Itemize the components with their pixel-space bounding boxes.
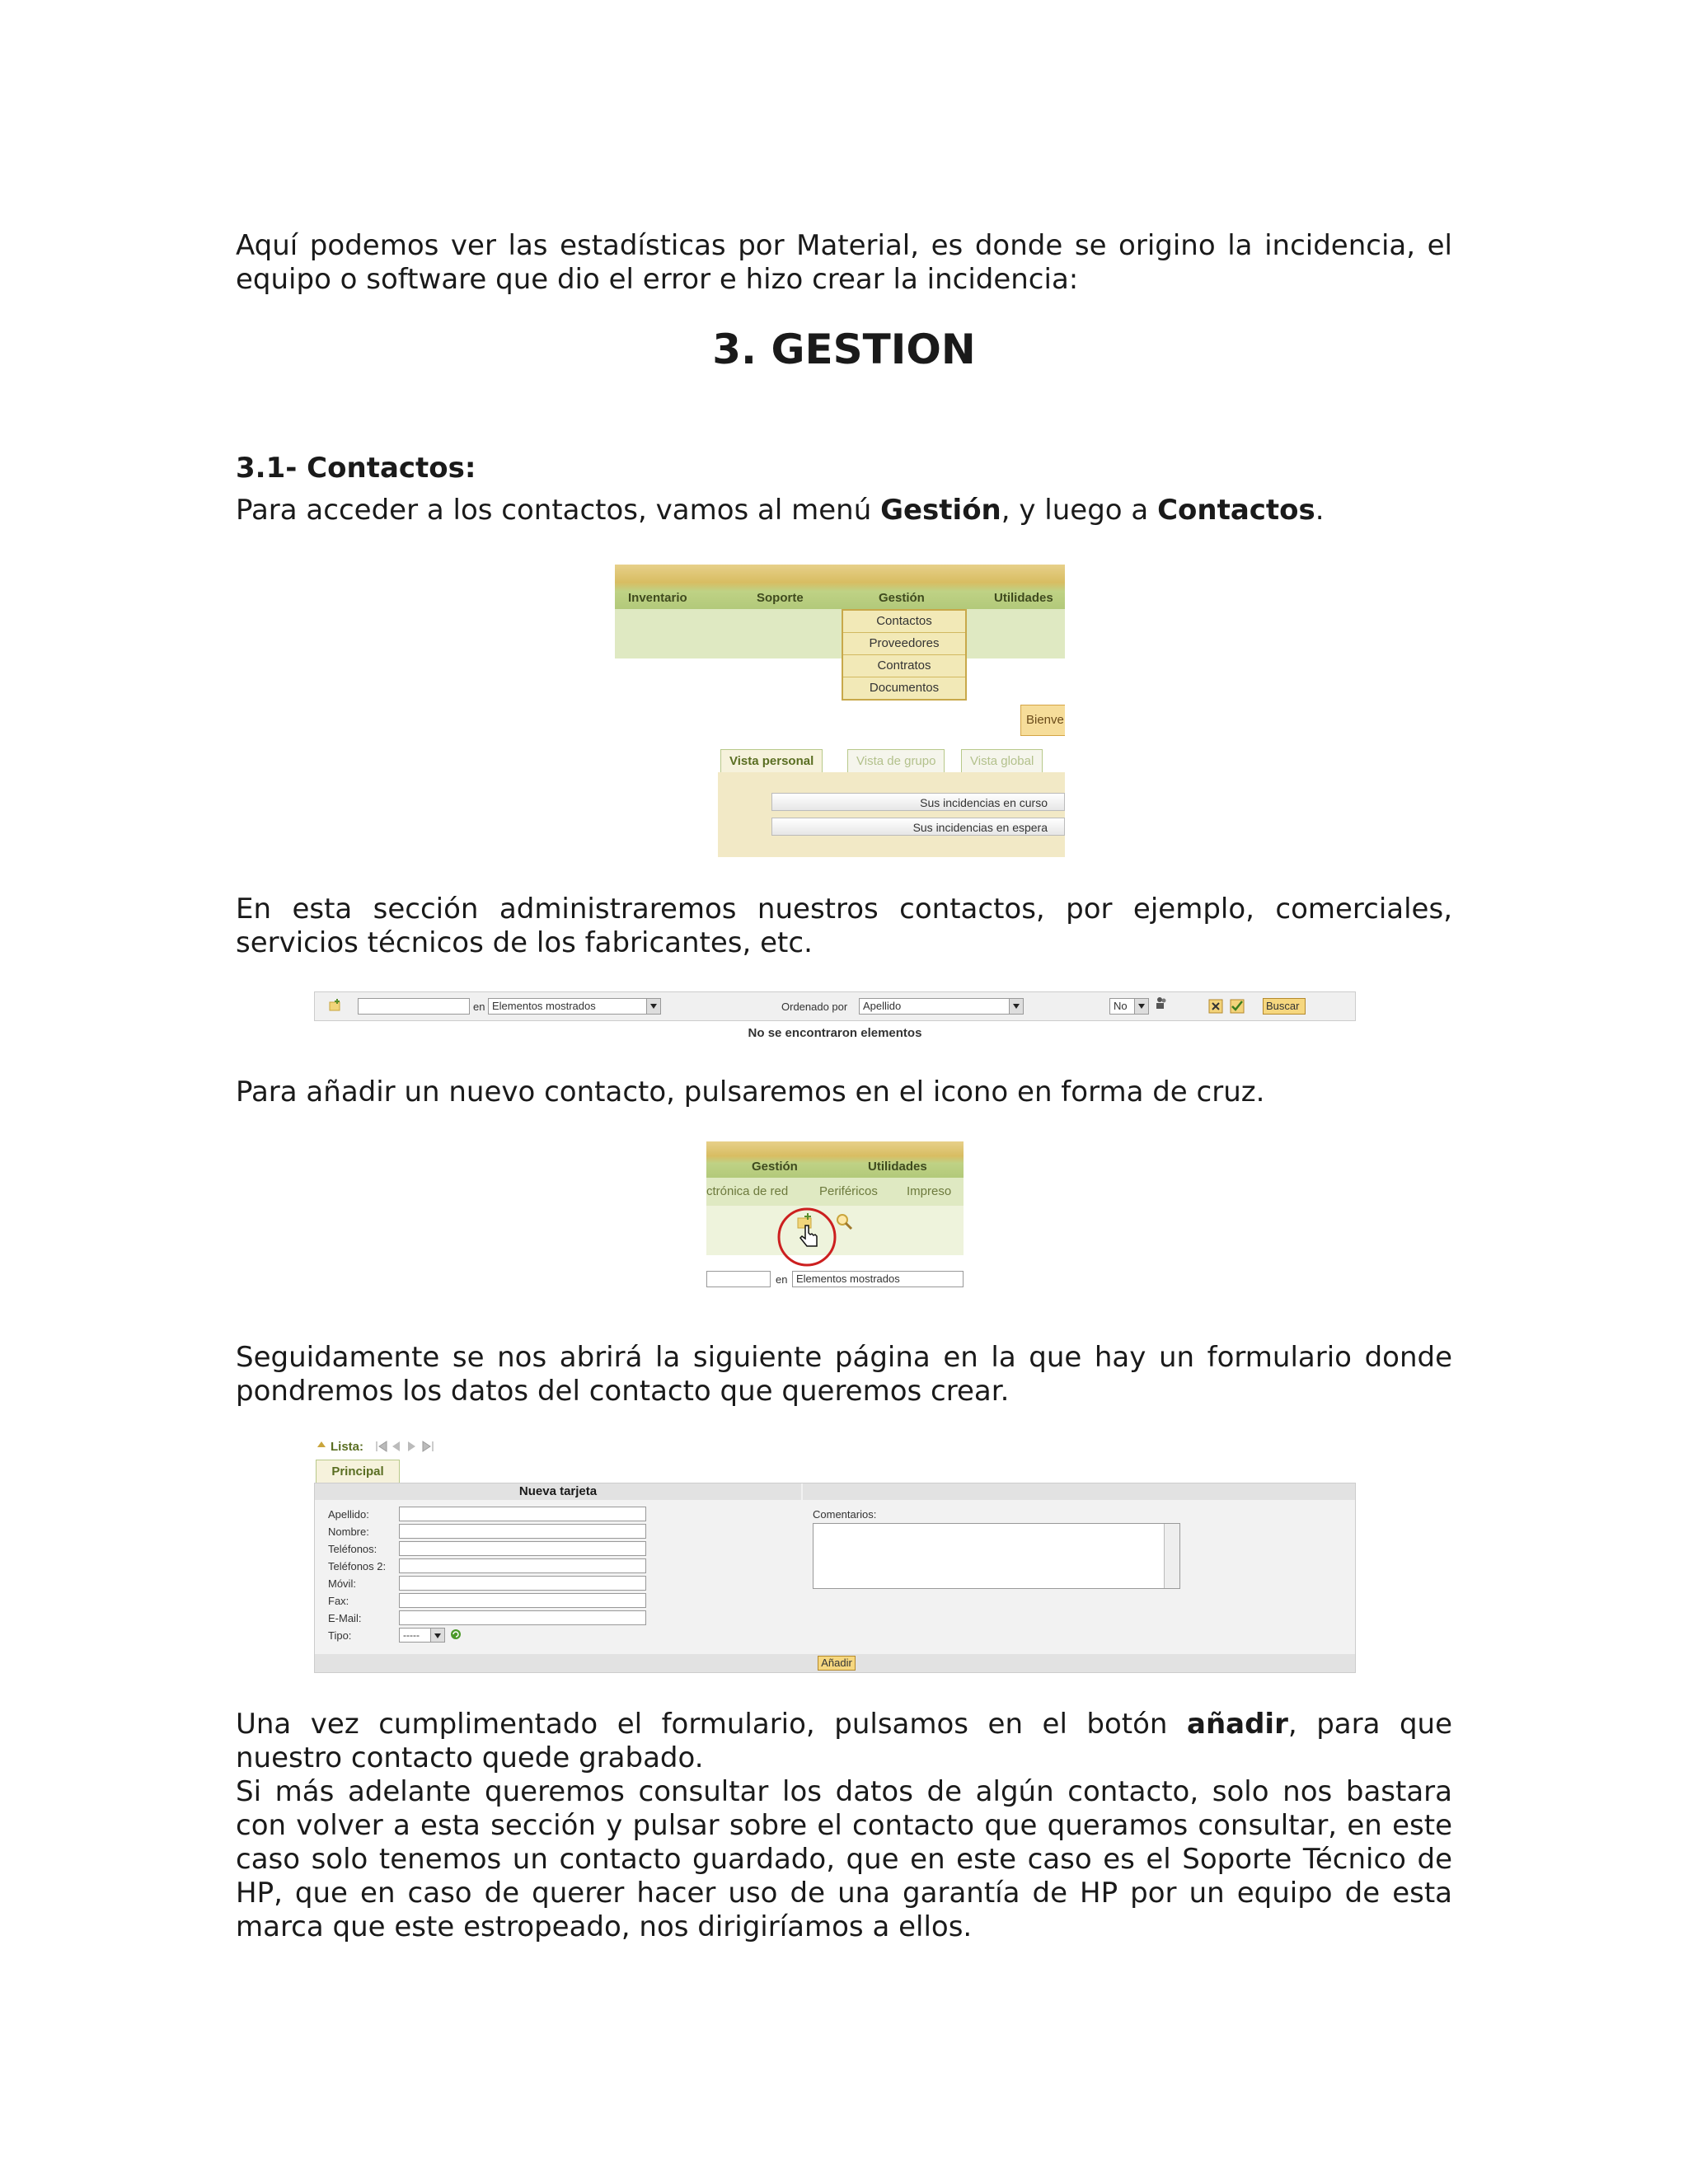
nombre-label: Nombre: [328,1526,369,1538]
tab-panel [718,772,1065,857]
menu-item-gestion[interactable]: Gestión [879,591,925,605]
submenu-item-red[interactable]: ctrónica de red [706,1184,789,1198]
order-select[interactable] [859,998,1024,1015]
form-footer [315,1654,1355,1672]
search-input[interactable] [358,998,470,1015]
fax-label: Fax: [328,1595,349,1607]
bold-gestion: Gestión [880,494,1001,527]
refresh-icon[interactable] [450,1629,462,1640]
tab-principal[interactable]: Principal [316,1460,400,1483]
menu-bar [706,1141,964,1178]
fax-field[interactable] [399,1593,646,1608]
tipo-select[interactable] [399,1628,445,1643]
nombre-field[interactable] [399,1524,646,1539]
dropdown-item-proveedores[interactable]: Proveedores [843,633,965,655]
menu-item-gestion[interactable]: Gestión [752,1160,798,1174]
telefonos-label: Teléfonos: [328,1543,377,1555]
gestion-dropdown [842,609,967,701]
dropdown-item-contratos[interactable]: Contratos [843,655,965,677]
tab-vista-personal[interactable]: Vista personal [720,749,823,773]
text-span: Una vez cumplimentado el formulario, pulsamos en el botón [236,1708,1187,1741]
direction-select[interactable] [1109,998,1149,1015]
apellido-field[interactable] [399,1507,646,1521]
en-label: en [473,1001,485,1013]
menu-bar [615,565,1065,609]
consult-paragraph: Si más adelante queremos consultar los datos de algún contacto, solo nos bastara con volver a esta sección y pulsar sobre el contacto que queramos consultar, en este caso solo tenemos un contacto guardado, que en este caso es el Soporte Técnico de HP, que en caso de querer hacer uso de una garantía de HP por un equipo de esta marca que este estropeado, nos dirigiríamos a ellos. [236,1775,1452,1943]
form-box [314,1483,1356,1673]
submenu-strip [615,609,1065,658]
chevron-down-icon [1134,999,1148,1014]
dropdown-item-contactos[interactable]: Contactos [843,611,965,633]
menu-item-soporte[interactable]: Soporte [757,591,804,605]
search-screenshot [314,991,1356,1049]
add-icon[interactable] [328,998,343,1013]
chevron-down-icon [646,999,660,1014]
email-label: E-Mail: [328,1612,362,1624]
search-toolbar [314,991,1356,1021]
add-button[interactable]: Añadir [818,1656,856,1671]
submenu-item-perifericos[interactable]: Periféricos [819,1184,878,1198]
add-icon-screenshot [706,1141,964,1298]
chevron-down-icon [1009,999,1023,1014]
comentarios-label: Comentarios: [813,1508,877,1521]
en-label: en [776,1273,788,1286]
bold-contactos: Contactos [1157,494,1315,527]
submenu-bar [706,1178,964,1206]
direction-select-value: No [1114,1000,1128,1012]
text-span: Para acceder a los contactos, vamos al menú [236,494,881,527]
apellido-label: Apellido: [328,1508,369,1521]
email-field[interactable] [399,1610,646,1625]
menu-item-inventario[interactable]: Inventario [628,591,687,605]
telefonos2-label: Teléfonos 2: [328,1560,387,1572]
pagination-icons[interactable] [375,1440,449,1453]
people-icon[interactable] [1154,996,1169,1010]
tab-vista-grupo[interactable]: Vista de grupo [847,749,945,773]
text-span: , para que nuestro contacto quede grabado. [236,1708,1452,1774]
check-icon[interactable] [1230,999,1245,1014]
scrollbar[interactable] [1164,1524,1179,1588]
order-select-value: Apellido [863,1000,902,1012]
menu-item-utilidades[interactable]: Utilidades [868,1160,927,1174]
movil-field[interactable] [399,1576,646,1591]
form-header-right [803,1483,1355,1500]
form-intro-paragraph: Seguidamente se nos abrirá la siguiente página en la que hay un formulario donde pondremos los datos del contacto que queremos crear. [236,1341,1452,1408]
hand-cursor-icon [799,1224,820,1250]
access-paragraph [236,494,1452,527]
up-arrow-icon[interactable] [316,1440,327,1451]
welcome-badge: Bienve [1020,705,1065,736]
contacts-description-paragraph: En esta sección administraremos nuestros contactos, por ejemplo, comerciales, servicios técnicos de los fabricantes, etc. [236,893,1452,959]
search-icon[interactable] [835,1212,853,1230]
telefonos2-field[interactable] [399,1558,646,1573]
subsection-heading: 3.1- Contactos: [236,452,476,485]
tipo-label: Tipo: [328,1629,352,1642]
dropdown-item-documentos[interactable]: Documentos [869,681,940,695]
comentarios-textarea[interactable] [813,1523,1180,1589]
add-contact-paragraph: Para añadir un nuevo contacto, pulsaremos en el icono en forma de cruz. [236,1076,1265,1108]
intro-paragraph: Aquí podemos ver las estadísticas por Material, es donde se origino la incidencia, el equipo o software que dio el error e hizo crear la incidencia: [236,229,1452,296]
movil-label: Móvil: [328,1577,356,1590]
field-select[interactable] [488,998,661,1015]
search-input[interactable] [706,1271,771,1287]
incidencias-en-espera-button[interactable]: Sus incidencias en espera [771,818,1065,836]
bold-anadir: añadir [1187,1708,1288,1741]
field-select-value: Elementos mostrados [492,1000,596,1012]
telefonos-field[interactable] [399,1541,646,1556]
field-select[interactable]: Elementos mostrados [792,1271,964,1287]
menu-screenshot [615,565,1065,857]
lista-label: Lista: [331,1440,364,1454]
section-heading: 3. GESTION [712,326,976,373]
buscar-button[interactable]: Buscar [1263,998,1306,1015]
tab-vista-global[interactable]: Vista global [961,749,1043,773]
after-form-paragraph [236,1708,1452,1775]
clear-icon[interactable] [1208,999,1223,1014]
text-span: . [1315,494,1325,527]
incidencias-en-curso-button[interactable]: Sus incidencias en curso [771,793,1065,811]
text-span: , y luego a [1001,494,1158,527]
ordenado-por-label: Ordenado por [781,1001,848,1013]
form-header: Nueva tarjeta [315,1483,801,1500]
submenu-item-impresoras[interactable]: Impreso [907,1184,952,1198]
no-results-message: No se encontraron elementos [748,1026,922,1040]
menu-item-utilidades[interactable]: Utilidades [994,591,1053,605]
contact-form-screenshot [314,1436,1356,1673]
tipo-select-value: ----- [403,1629,420,1641]
chevron-down-icon [430,1629,444,1642]
